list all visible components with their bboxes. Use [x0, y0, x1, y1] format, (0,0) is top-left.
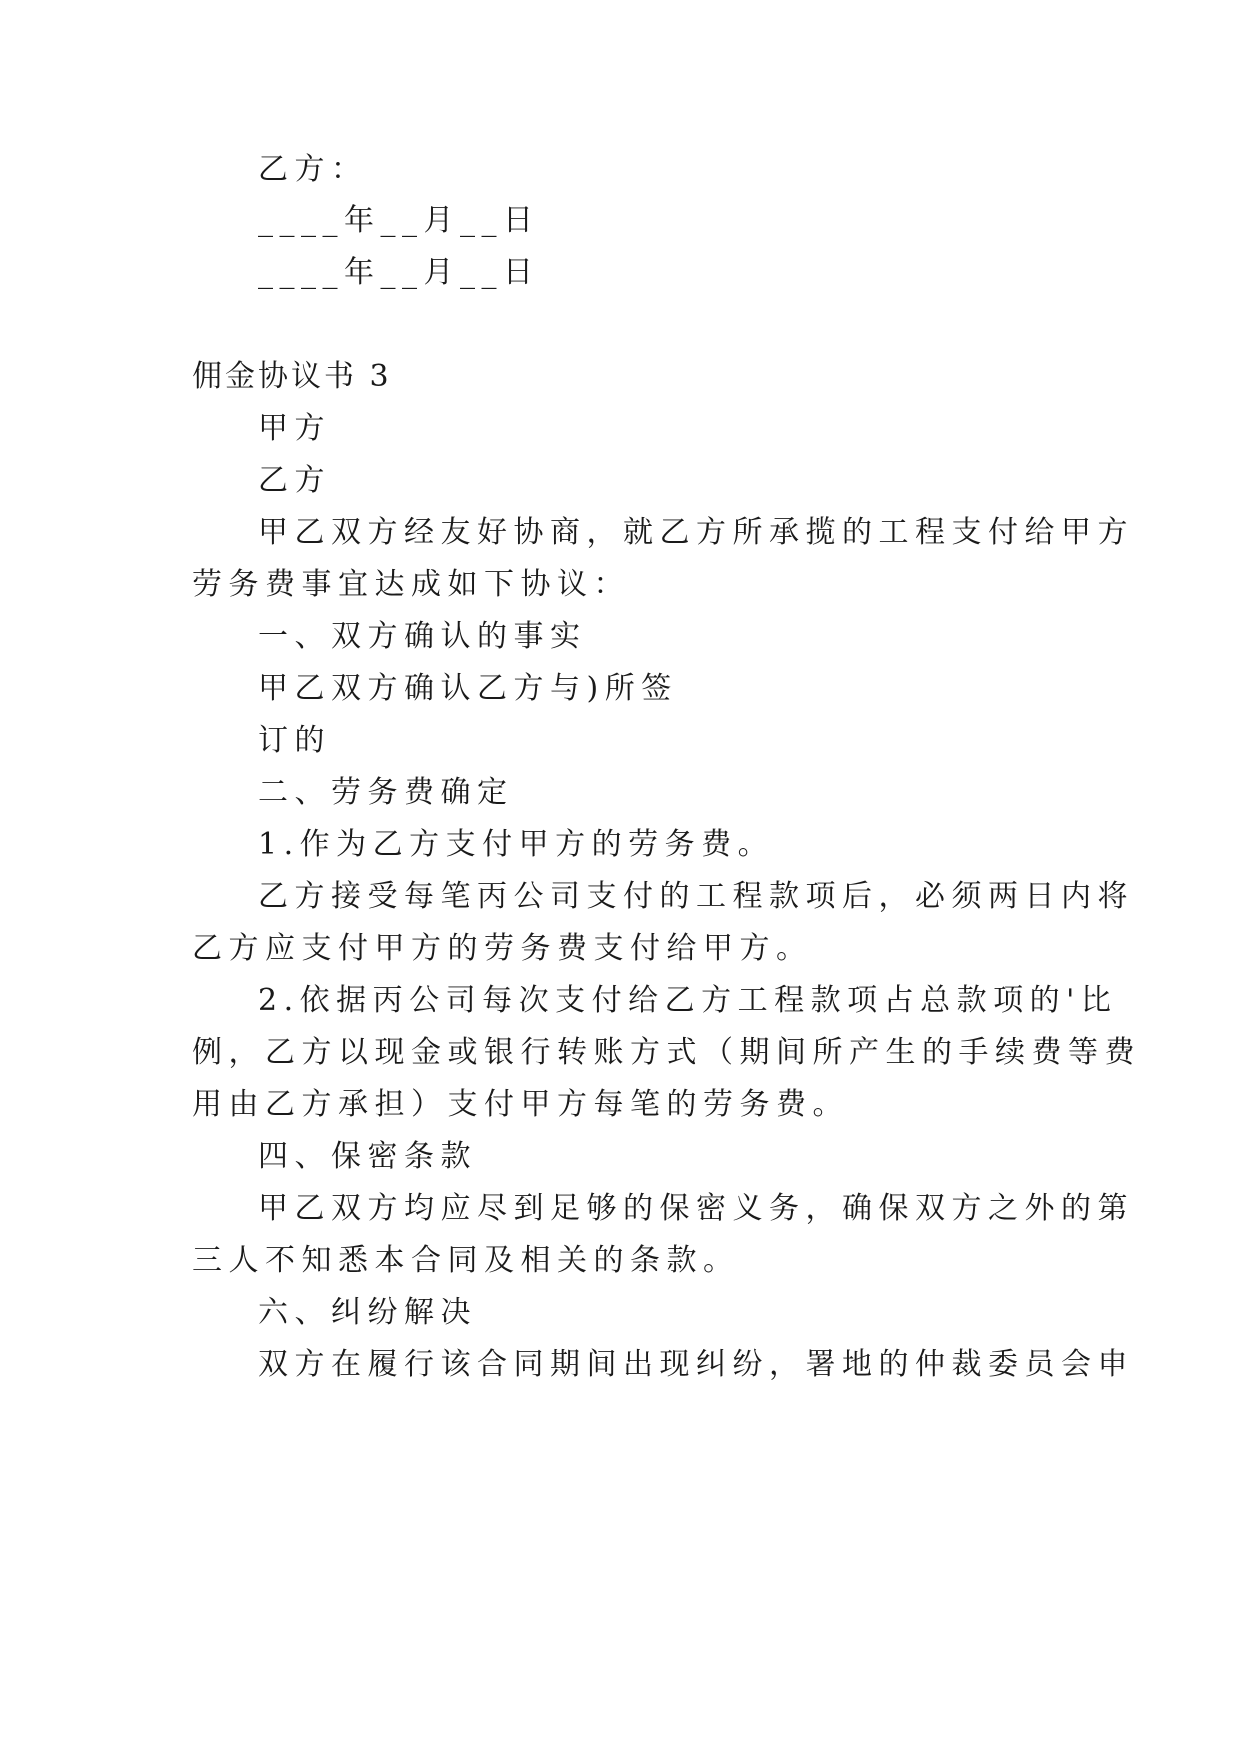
section-heading: 二、劳务费确定 — [258, 775, 514, 810]
section-item: 1.作为乙方支付甲方的劳务费。 — [258, 827, 775, 862]
section-paragraph-line: 订的 — [258, 723, 331, 758]
section-paragraph-line: 例，乙方以现金或银行转账方式（期间所产生的手续费等费 — [192, 1035, 1141, 1070]
signature-party-b-label: 乙方： — [258, 152, 368, 187]
preamble-paragraph-line: 劳务费事宜达成如下协议： — [192, 567, 630, 602]
section-paragraph-line: 乙方接受每笔丙公司支付的工程款项后，必须两日内将 — [258, 879, 1134, 914]
section-heading: 六、纠纷解决 — [258, 1295, 477, 1330]
signature-date-line: ____年__月__日 — [258, 203, 540, 238]
section-heading: 一、双方确认的事实 — [258, 619, 587, 654]
section-paragraph-line: 甲乙双方均应尽到足够的保密义务，确保双方之外的第 — [258, 1191, 1134, 1226]
party-a-label: 甲方 — [258, 411, 331, 446]
signature-date-line: ____年__月__日 — [258, 255, 540, 290]
section-paragraph-line: 三人不知悉本合同及相关的条款。 — [192, 1243, 740, 1278]
section-item: 2.依据丙公司每次支付给乙方工程款项占总款项的'比 — [258, 983, 1118, 1018]
section-paragraph-line: 乙方应支付甲方的劳务费支付给甲方。 — [192, 931, 813, 966]
section-heading: 四、保密条款 — [258, 1139, 477, 1174]
section-paragraph-line: 双方在履行该合同期间出现纠纷，署地的仲裁委员会申 — [258, 1347, 1134, 1382]
section-paragraph-line: 用由乙方承担）支付甲方每笔的劳务费。 — [192, 1087, 849, 1122]
document-title: 佣金协议书 3 — [192, 359, 392, 394]
party-b-label: 乙方 — [258, 463, 331, 498]
preamble-paragraph-line: 甲乙双方经友好协商，就乙方所承揽的工程支付给甲方 — [258, 515, 1134, 550]
section-paragraph-line: 甲乙双方确认乙方与)所签 — [258, 671, 678, 706]
